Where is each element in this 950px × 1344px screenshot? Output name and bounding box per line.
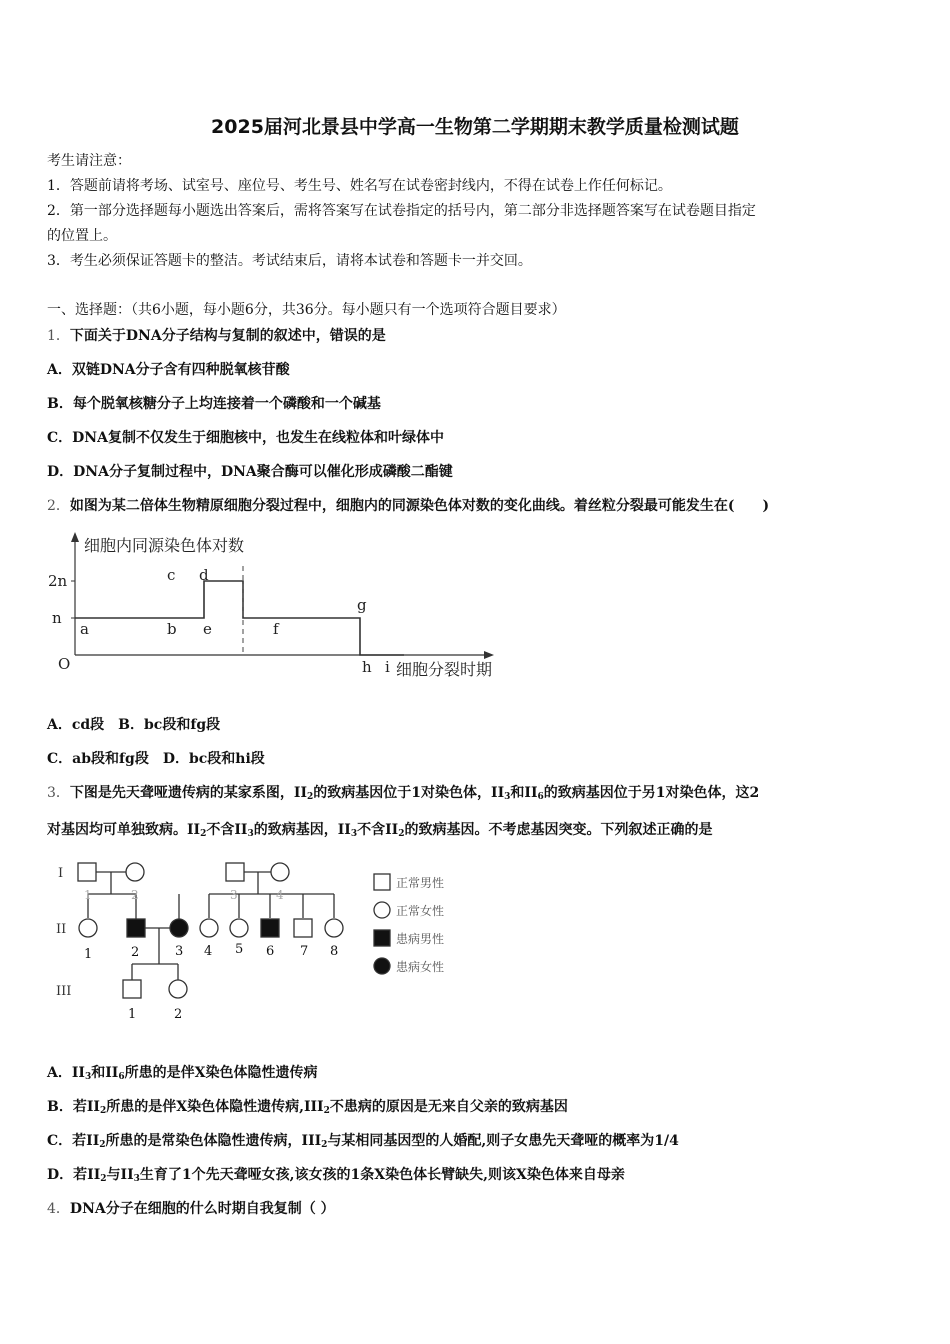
stem-text: 不含II (357, 822, 399, 838)
stem-text: 不含II (206, 822, 248, 838)
pedigree-female-normal (126, 863, 144, 881)
subscript: 2 (307, 792, 314, 802)
notice-item: 1．答题前请将考场、试室号、座位号、考生号、姓名写在试卷密封线内，不得在试卷上作任何标记。 (47, 178, 672, 194)
homologous-pairs-chart (44, 528, 514, 690)
subscript: 3 (84, 1072, 92, 1082)
pedigree-male-normal (123, 980, 141, 998)
individual-label: 3 (230, 888, 238, 902)
y-axis-arrow (71, 532, 79, 542)
legend-label: 患病男性 (396, 932, 445, 946)
q3-option-d (47, 1166, 625, 1188)
point-label-b: b (167, 620, 177, 638)
subscript: 3 (350, 829, 358, 839)
individual-label: 1 (128, 1007, 137, 1022)
legend-female-normal-icon (374, 902, 390, 918)
legend-male-normal-icon (374, 874, 390, 890)
option-text: 和II (91, 1065, 119, 1081)
pedigree-male-normal (78, 863, 96, 881)
subscript: 2 (323, 1106, 330, 1116)
stem-text: 的致病基因，II (253, 822, 351, 838)
pedigree-diagram (50, 856, 470, 1026)
stem-text: 的致病基因位于另1对染色体，这2 (543, 785, 760, 801)
question-3-stem-line-2 (47, 821, 713, 843)
question-number: 1． (47, 328, 70, 344)
subscript: 3 (247, 829, 254, 839)
individual-label: 1 (84, 888, 92, 902)
individual-label: 2 (131, 888, 139, 902)
legend-label: 正常男性 (396, 876, 445, 890)
subscript: 3 (504, 792, 511, 802)
option-text: B．若II (47, 1099, 100, 1115)
subscript: 2 (398, 829, 405, 839)
question-text: DNA分子在细胞的什么时期自我复制（ ） (69, 1201, 335, 1217)
y-tick-label: n (52, 609, 62, 627)
generation-label: III (56, 984, 72, 999)
legend-female-affected-icon (374, 958, 390, 974)
pedigree-male-affected (261, 919, 279, 937)
subscript: 3 (133, 1174, 140, 1184)
point-label-d: d (199, 566, 209, 584)
individual-label: 4 (204, 944, 213, 959)
option-text: 所患的是伴X染色体隐性遗传病 (124, 1065, 318, 1081)
pedigree-female-normal (200, 919, 218, 937)
question-4-stem (47, 1200, 335, 1218)
option-text: A．II (47, 1065, 85, 1081)
question-number: 2． (47, 498, 70, 514)
q1-option-a: A．双链DNA分子含有四种脱氧核苷酸 (47, 362, 290, 378)
option-text: 生育了1个先天聋哑女孩,该女孩的1条X染色体长臂缺失,则该X染色体来自母亲 (139, 1167, 625, 1183)
individual-label: 6 (266, 944, 275, 959)
pedigree-male-normal (294, 919, 312, 937)
notice-item: 3．考生必须保证答题卡的整洁。考试结束后，请将本试卷和答题卡一并交回。 (47, 253, 532, 269)
question-3-stem-line-1 (47, 784, 759, 806)
point-label-e: e (203, 620, 212, 638)
individual-label: 2 (174, 1007, 183, 1022)
pedigree-female-normal (325, 919, 343, 937)
stem-text: 对基因均可单独致病。II (47, 822, 201, 838)
question-2-stem (47, 497, 769, 515)
individual-label: 4 (276, 888, 284, 902)
generation-label: I (58, 866, 64, 881)
pedigree-female-normal (230, 919, 248, 937)
series-line (75, 581, 404, 655)
subscript: 2 (99, 1140, 106, 1150)
generation-label: II (56, 922, 67, 937)
point-label-f: f (273, 620, 279, 638)
pedigree-female-affected (170, 919, 188, 937)
subscript: 2 (100, 1174, 107, 1184)
stem-text: 的致病基因。不考虑基因突变。下列叙述正确的是 (404, 822, 713, 838)
point-label-i: i (385, 658, 390, 676)
option-text: D．若II (47, 1167, 101, 1183)
question-number: 3． (47, 785, 70, 801)
option-text: 与某相同基因型的人婚配,则子女患先天聋哑的概率为1/4 (327, 1133, 679, 1149)
origin-label: O (58, 655, 71, 673)
y-axis-label: 细胞内同源染色体对数 (84, 536, 245, 555)
option-text: 所患的是伴X染色体隐性遗传病,III (106, 1099, 324, 1115)
q3-option-b (47, 1098, 568, 1120)
legend-label: 患病女性 (396, 960, 445, 974)
point-label-c: c (167, 566, 176, 584)
q1-option-c: C．DNA复制不仅发生于细胞核中，也发生在线粒体和叶绿体中 (47, 430, 444, 446)
notice-heading: 考生请注意： (47, 153, 131, 169)
notice-item: 2．第一部分选择题每小题选出答案后，需将答案写在试卷指定的括号内，第二部分非选择题答案写在试卷题目指定 (47, 203, 756, 219)
legend-male-affected-icon (374, 930, 390, 946)
q1-option-b: B．每个脱氧核糖分子上均连接着一个磷酸和一个碱基 (47, 396, 381, 412)
question-text: 下面关于DNA分子结构与复制的叙述中，错误的是 (69, 328, 386, 344)
q2-options-line-1: A．cd段 B．bc段和fg段 (47, 717, 221, 733)
pedigree-male-affected (127, 919, 145, 937)
point-label-a: a (80, 620, 89, 638)
point-label-h: h (362, 658, 372, 676)
pedigree-female-normal (79, 919, 97, 937)
individual-label: 3 (175, 944, 184, 959)
subscript: 2 (99, 1106, 107, 1116)
q3-option-a (47, 1064, 317, 1086)
question-text: 如图为某二倍体生物精原细胞分裂过程中，细胞内的同源染色体对数的变化曲线。着丝粒分裂最可能发生在( ) (69, 498, 770, 514)
point-label-g: g (357, 596, 367, 614)
subscript: 6 (118, 1072, 125, 1082)
question-number: 4． (47, 1201, 70, 1217)
stem-text: 下图是先天聋哑遗传病的某家系图，II (69, 785, 308, 801)
legend-label: 正常女性 (396, 904, 445, 918)
subscript: 6 (537, 792, 544, 802)
stem-text: 和II (510, 785, 538, 801)
stem-text: 的致病基因位于1对染色体，II (313, 785, 505, 801)
x-axis-label: 细胞分裂时期 (396, 660, 493, 679)
notice-item: 的位置上。 (47, 228, 117, 244)
pedigree-male-normal (226, 863, 244, 881)
subscript: 2 (200, 829, 207, 839)
q2-options-line-2: C．ab段和fg段 D．bc段和hi段 (47, 751, 265, 767)
individual-label: 5 (235, 942, 244, 957)
individual-label: 2 (131, 945, 140, 960)
individual-label: 7 (300, 944, 309, 959)
section-heading: 一、选择题：（共6小题，每小题6分，共36分。每小题只有一个选项符合题目要求） (47, 302, 566, 318)
pedigree-female-normal (169, 980, 187, 998)
x-axis-arrow (484, 651, 494, 659)
option-text: C．若II (47, 1133, 100, 1149)
page-title: 2025届河北景县中学高一生物第二学期期末教学质量检测试题 (211, 116, 739, 138)
subscript: 2 (321, 1140, 328, 1150)
individual-label: 8 (330, 944, 339, 959)
individual-label: 1 (84, 947, 93, 962)
option-text: 不患病的原因是无来自父亲的致病基因 (329, 1099, 568, 1115)
q1-option-d: D．DNA分子复制过程中，DNA聚合酶可以催化形成磷酸二酯键 (47, 464, 453, 480)
option-text: 所患的是常染色体隐性遗传病，III (105, 1133, 322, 1149)
question-1-stem (47, 327, 386, 345)
y-tick-label: 2n (48, 572, 68, 590)
option-text: 与II (106, 1167, 134, 1183)
q3-option-c (47, 1132, 679, 1154)
pedigree-female-normal (271, 863, 289, 881)
